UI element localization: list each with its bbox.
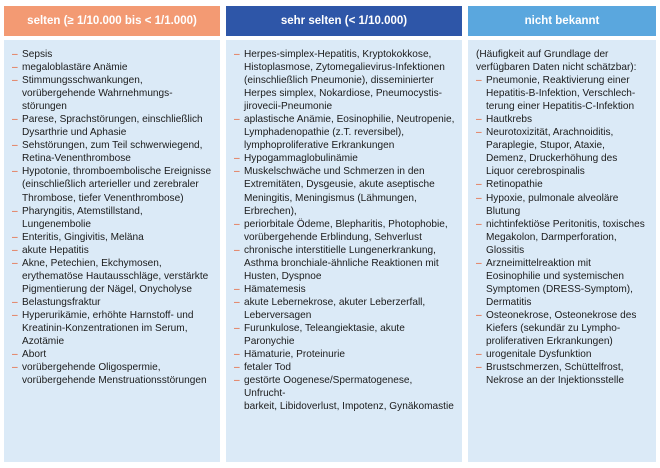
item-list-very-rare <box>234 48 456 413</box>
column-header-very-rare: sehr selten (< 1/10.000) <box>226 6 462 36</box>
item-list-unknown <box>476 74 650 387</box>
column-body-rare <box>4 40 220 462</box>
list-item: – Hämaturie, Proteinurie <box>234 348 456 361</box>
column-header-rare: selten (≥ 1/10.000 bis < 1/1.000) <box>4 6 220 36</box>
column-body-very-rare <box>226 40 462 462</box>
column-very-rare <box>226 6 462 462</box>
list-item: – megaloblastäre Anämie <box>12 61 214 74</box>
list-item: – akute Lebernekrose, akuter Leberzerfall, Leberversagen <box>234 296 456 322</box>
list-item: – Sepsis <box>12 48 214 61</box>
list-item: – urogenitale Dysfunktion <box>476 348 650 361</box>
frequency-note: (Häufigkeit auf Grundlage der verfügbaren Daten nicht schätzbar): <box>476 49 637 74</box>
item-list-rare <box>12 48 214 387</box>
list-item: – Stimmungsschwankungen, vorübergehende Wahrnehmungs- störungen <box>12 74 214 113</box>
list-item: – Furunkulose, Teleangiektasie, akute Paronychie <box>234 322 456 348</box>
list-item: – aplastische Anämie, Eosinophilie, Neutropenie, Lymphadenopathie (z.T. reversibel), lymphoproliferative Erkrankungen <box>234 113 456 152</box>
list-item: – Arzneimittelreaktion mit Eosinophilie und systemischen Symptomen (DRESS-Symptom), Dermatitis <box>476 257 650 309</box>
column-rare <box>4 6 220 462</box>
list-item: – Belastungsfraktur <box>12 296 214 309</box>
list-item: – Enteritis, Gingivitis, Meläna <box>12 231 214 244</box>
list-item: – Hämatemesis <box>234 283 456 296</box>
list-item: – Pharyngitis, Atemstillstand, Lungenembolie <box>12 205 214 231</box>
list-item: – Hypotonie, thromboembolische Ereignisse (einschließlich arterieller und zerebraler Thrombose, tiefer Venenthrombose) <box>12 165 214 204</box>
list-item: – Brustschmerzen, Schüttelfrost, Nekrose an der Injektionsstelle <box>476 361 650 387</box>
list-item: – Hyperurikämie, erhöhte Harnstoff- und Kreatinin-Konzentrationen im Serum, Azotämie <box>12 309 214 348</box>
list-item: – fetaler Tod <box>234 361 456 374</box>
list-item: – vorübergehende Oligospermie, vorübergehende Menstruationsstörungen <box>12 361 214 387</box>
list-item: – Pneumonie, Reaktivierung einer Hepatitis-B-Infektion, Verschlech- terung einer Hepatitis-C-Infektion <box>476 74 650 113</box>
list-item: – gestörte Oogenese/Spermatogenese, Unfrucht- barkeit, Libidoverlust, Impotenz, Gynäkomastie <box>234 374 456 413</box>
list-item: – Muskelschwäche und Schmerzen in den Extremitäten, Dysgeusie, akute aseptische Meningitis, Meningismus (Lähmungen, Erbrechen), <box>234 165 456 217</box>
list-item: – periorbitale Ödeme, Blepharitis, Photophobie, vorübergehende Erblindung, Sehverlust <box>234 218 456 244</box>
column-header-unknown: nicht bekannt <box>468 6 656 36</box>
list-item: – Osteonekrose, Osteonekrose des Kiefers (sekundär zu Lympho- proliferativen Erkrankungen) <box>476 309 650 348</box>
list-item: – Hautkrebs <box>476 113 650 126</box>
list-item: – Akne, Petechien, Ekchymosen, erythematöse Hautausschläge, verstärkte Pigmentierung der Nägel, Onycholyse <box>12 257 214 296</box>
column-body-unknown <box>468 40 656 462</box>
list-item: – Hypogammaglobulinämie <box>234 152 456 165</box>
list-item: – nichtinfektiöse Peritonitis, toxisches Megakolon, Darmperforation, Glossitis <box>476 218 650 257</box>
list-item: – Hypoxie, pulmonale alveoläre Blutung <box>476 192 650 218</box>
list-item: – Parese, Sprachstörungen, einschließlich Dysarthrie und Aphasie <box>12 113 214 139</box>
list-item: – akute Hepatitis <box>12 244 214 257</box>
list-item: – Retinopathie <box>476 178 650 191</box>
list-item: – Neurotoxizität, Arachnoiditis, Paraplegie, Stupor, Ataxie, Demenz, Druckerhöhung des Liquor cerebrospinalis <box>476 126 650 178</box>
column-unknown <box>468 6 656 462</box>
list-item: – Abort <box>12 348 214 361</box>
list-item: – Herpes-simplex-Hepatitis, Kryptokokkose, Histoplasmose, Zytomegalievirus-Infektionen (einschließlich Pneumonie), disseminierter Herpes simplex, Nokardiose, Pneumocystis- jirovecii-Pneumonie <box>234 48 456 113</box>
list-item: – Sehstörungen, zum Teil schwerwiegend, Retina-Venenthrombose <box>12 139 214 165</box>
list-item: – chronische interstitielle Lungenerkrankung, Asthma bronchiale-ähnliche Reaktionen mit Husten, Dyspnoe <box>234 244 456 283</box>
